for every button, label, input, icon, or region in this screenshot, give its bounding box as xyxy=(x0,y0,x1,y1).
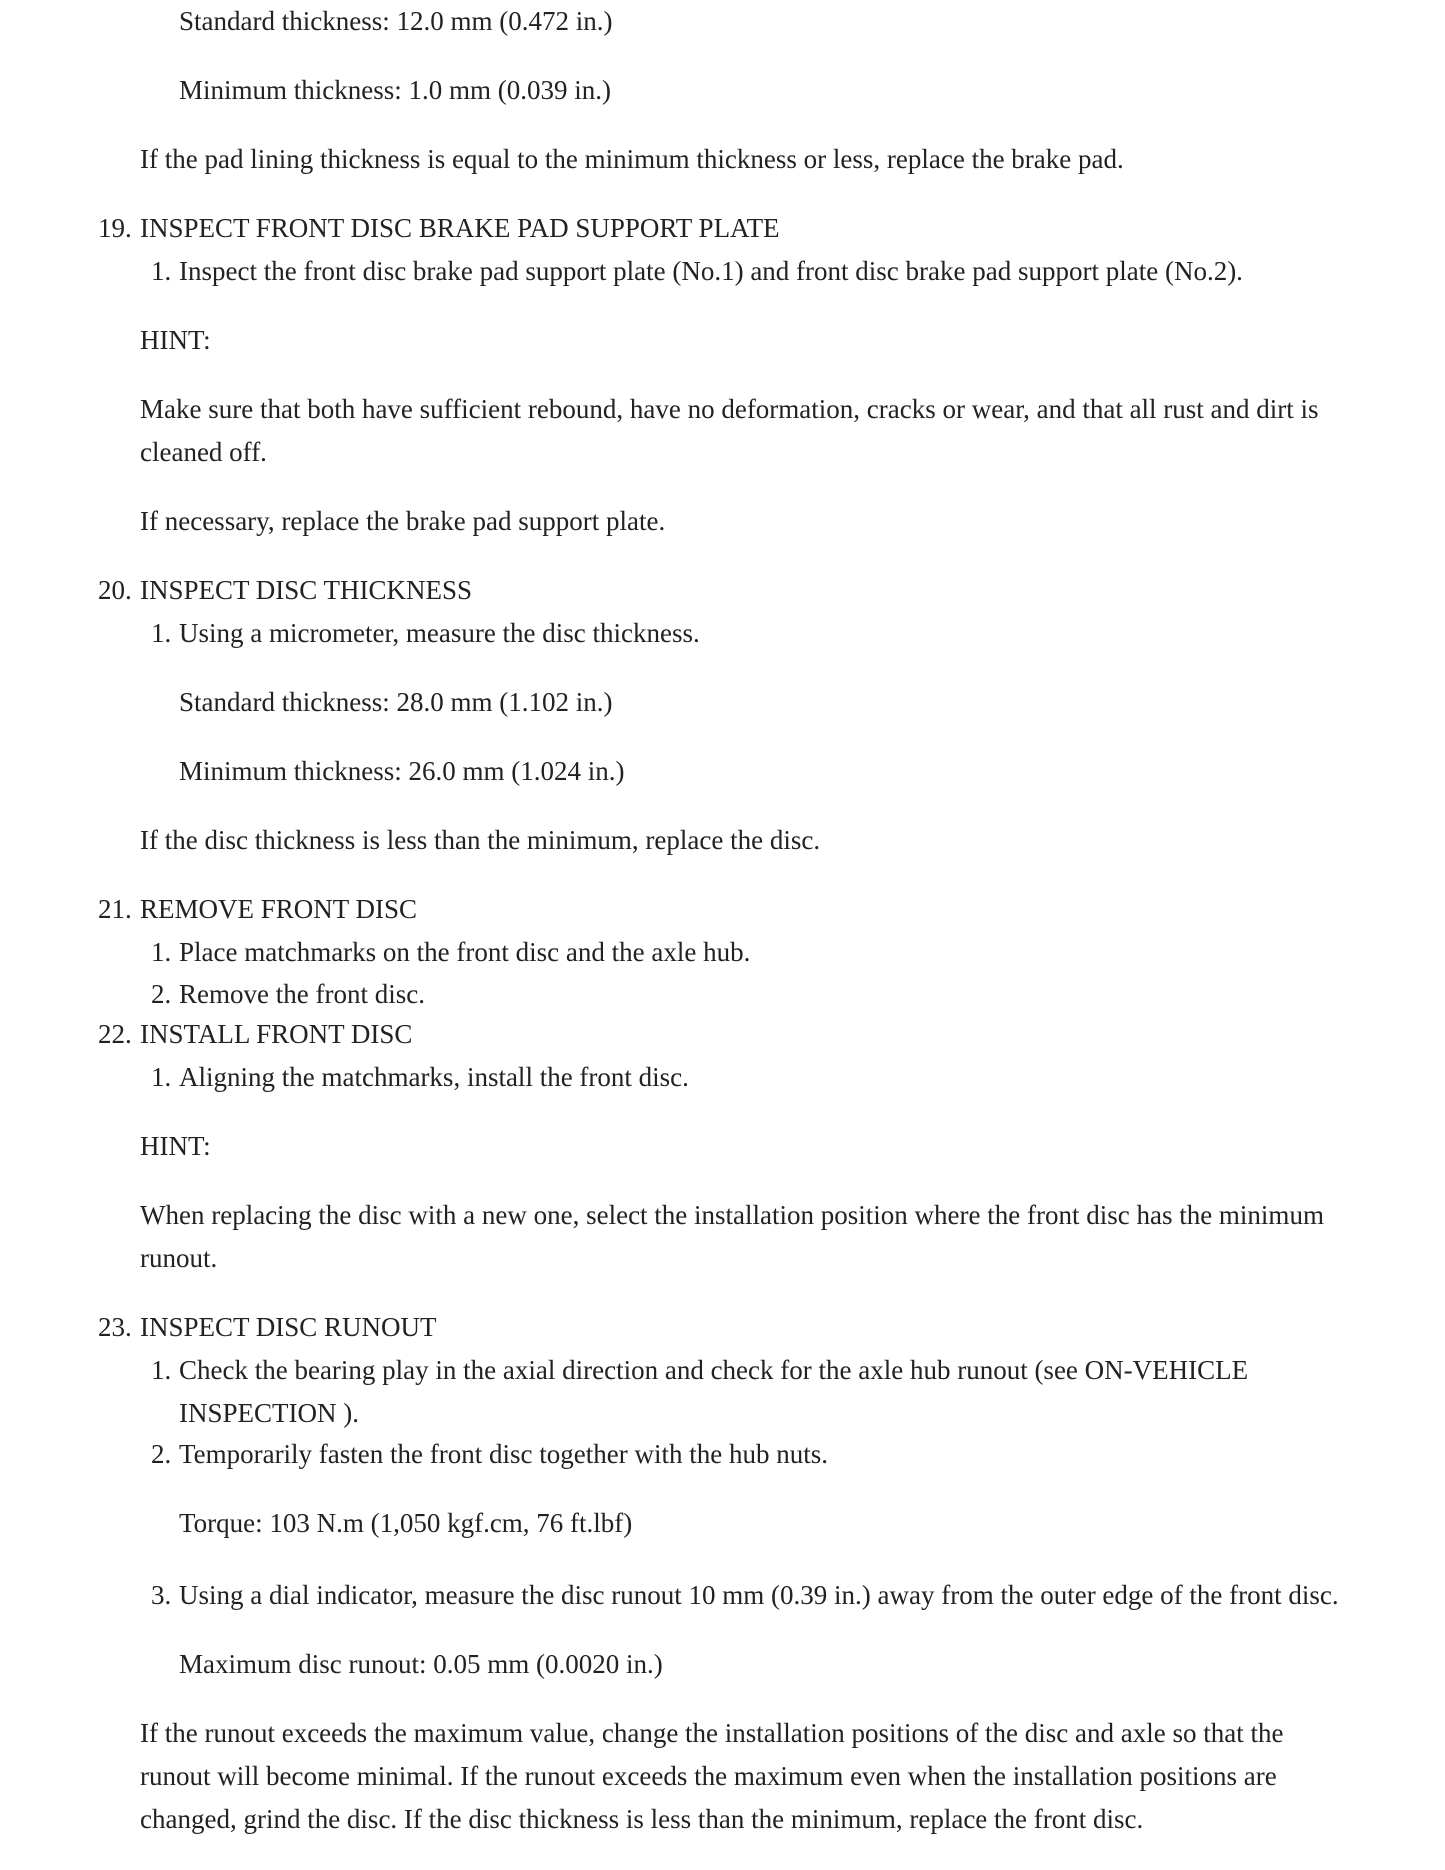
substep-text: Temporarily fasten the front disc together with the hub nuts. xyxy=(179,1439,828,1469)
step-title: INSTALL FRONT DISC xyxy=(140,1019,413,1049)
substep-text: Place matchmarks on the front disc and the axle hub. xyxy=(179,937,751,967)
spec-minimum-thickness: Minimum thickness: 26.0 mm (1.024 in.) xyxy=(179,756,625,786)
substep-text: Using a dial indicator, measure the disc runout 10 mm (0.39 in.) away from the outer edge of the front disc. xyxy=(179,1580,1339,1610)
substep-text: Remove the front disc. xyxy=(179,979,425,1009)
step-number: 21. xyxy=(98,894,132,924)
substep-number: 2. xyxy=(151,979,172,1009)
substep-text: Aligning the matchmarks, install the front disc. xyxy=(179,1062,689,1092)
substep-number: 1. xyxy=(151,937,172,967)
step-title: INSPECT DISC RUNOUT xyxy=(140,1312,437,1342)
substep-text: Inspect the front disc brake pad support plate (No.1) and front disc brake pad support plate (No.2). xyxy=(179,256,1243,286)
substep-number: 2. xyxy=(151,1439,172,1469)
substep-text: Check the bearing play in the axial direction and check for the axle hub runout (see ON-VEHICLE xyxy=(179,1355,1249,1385)
hint-text: cleaned off. xyxy=(140,437,267,467)
step-note: If necessary, replace the brake pad support plate. xyxy=(140,506,666,536)
substep-number: 1. xyxy=(151,1355,172,1385)
step-note: runout will become minimal. If the runout exceeds the maximum even when the installation positions are xyxy=(140,1761,1277,1791)
hint-text: runout. xyxy=(140,1243,218,1273)
step-title: INSPECT DISC THICKNESS xyxy=(140,575,473,605)
hint-text: When replacing the disc with a new one, select the installation position where the front disc has the minimum xyxy=(140,1200,1324,1230)
spec-minimum-thickness: Minimum thickness: 1.0 mm (0.039 in.) xyxy=(179,75,611,105)
step-note: changed, grind the disc. If the disc thickness is less than the minimum, replace the front disc. xyxy=(140,1804,1144,1834)
substep-text: Using a micrometer, measure the disc thickness. xyxy=(179,618,700,648)
substep-text: INSPECTION ). xyxy=(179,1398,359,1428)
spec-torque: Torque: 103 N.m (1,050 kgf.cm, 76 ft.lbf) xyxy=(179,1508,633,1538)
step-note: If the pad lining thickness is equal to the minimum thickness or less, replace the brake pad. xyxy=(140,144,1124,174)
step-number: 23. xyxy=(98,1312,132,1342)
spec-maximum-runout: Maximum disc runout: 0.05 mm (0.0020 in.) xyxy=(179,1649,663,1679)
substep-number: 1. xyxy=(151,256,172,286)
step-number: 20. xyxy=(98,575,132,605)
step-title: REMOVE FRONT DISC xyxy=(140,894,418,924)
substep-number: 1. xyxy=(151,1062,172,1092)
hint-label: HINT: xyxy=(140,325,211,355)
substep-number: 1. xyxy=(151,618,172,648)
hint-text: Make sure that both have sufficient rebound, have no deformation, cracks or wear, and that all rust and dirt is xyxy=(140,394,1319,424)
step-number: 22. xyxy=(98,1019,132,1049)
substep-number: 3. xyxy=(151,1580,172,1610)
step-note: If the runout exceeds the maximum value, change the installation positions of the disc and axle so that the xyxy=(140,1718,1284,1748)
spec-standard-thickness: Standard thickness: 12.0 mm (0.472 in.) xyxy=(179,6,613,36)
step-title: INSPECT FRONT DISC BRAKE PAD SUPPORT PLATE xyxy=(140,213,780,243)
hint-label: HINT: xyxy=(140,1131,211,1161)
spec-standard-thickness: Standard thickness: 28.0 mm (1.102 in.) xyxy=(179,687,613,717)
step-number: 19. xyxy=(98,213,132,243)
step-note: If the disc thickness is less than the minimum, replace the disc. xyxy=(140,825,821,855)
